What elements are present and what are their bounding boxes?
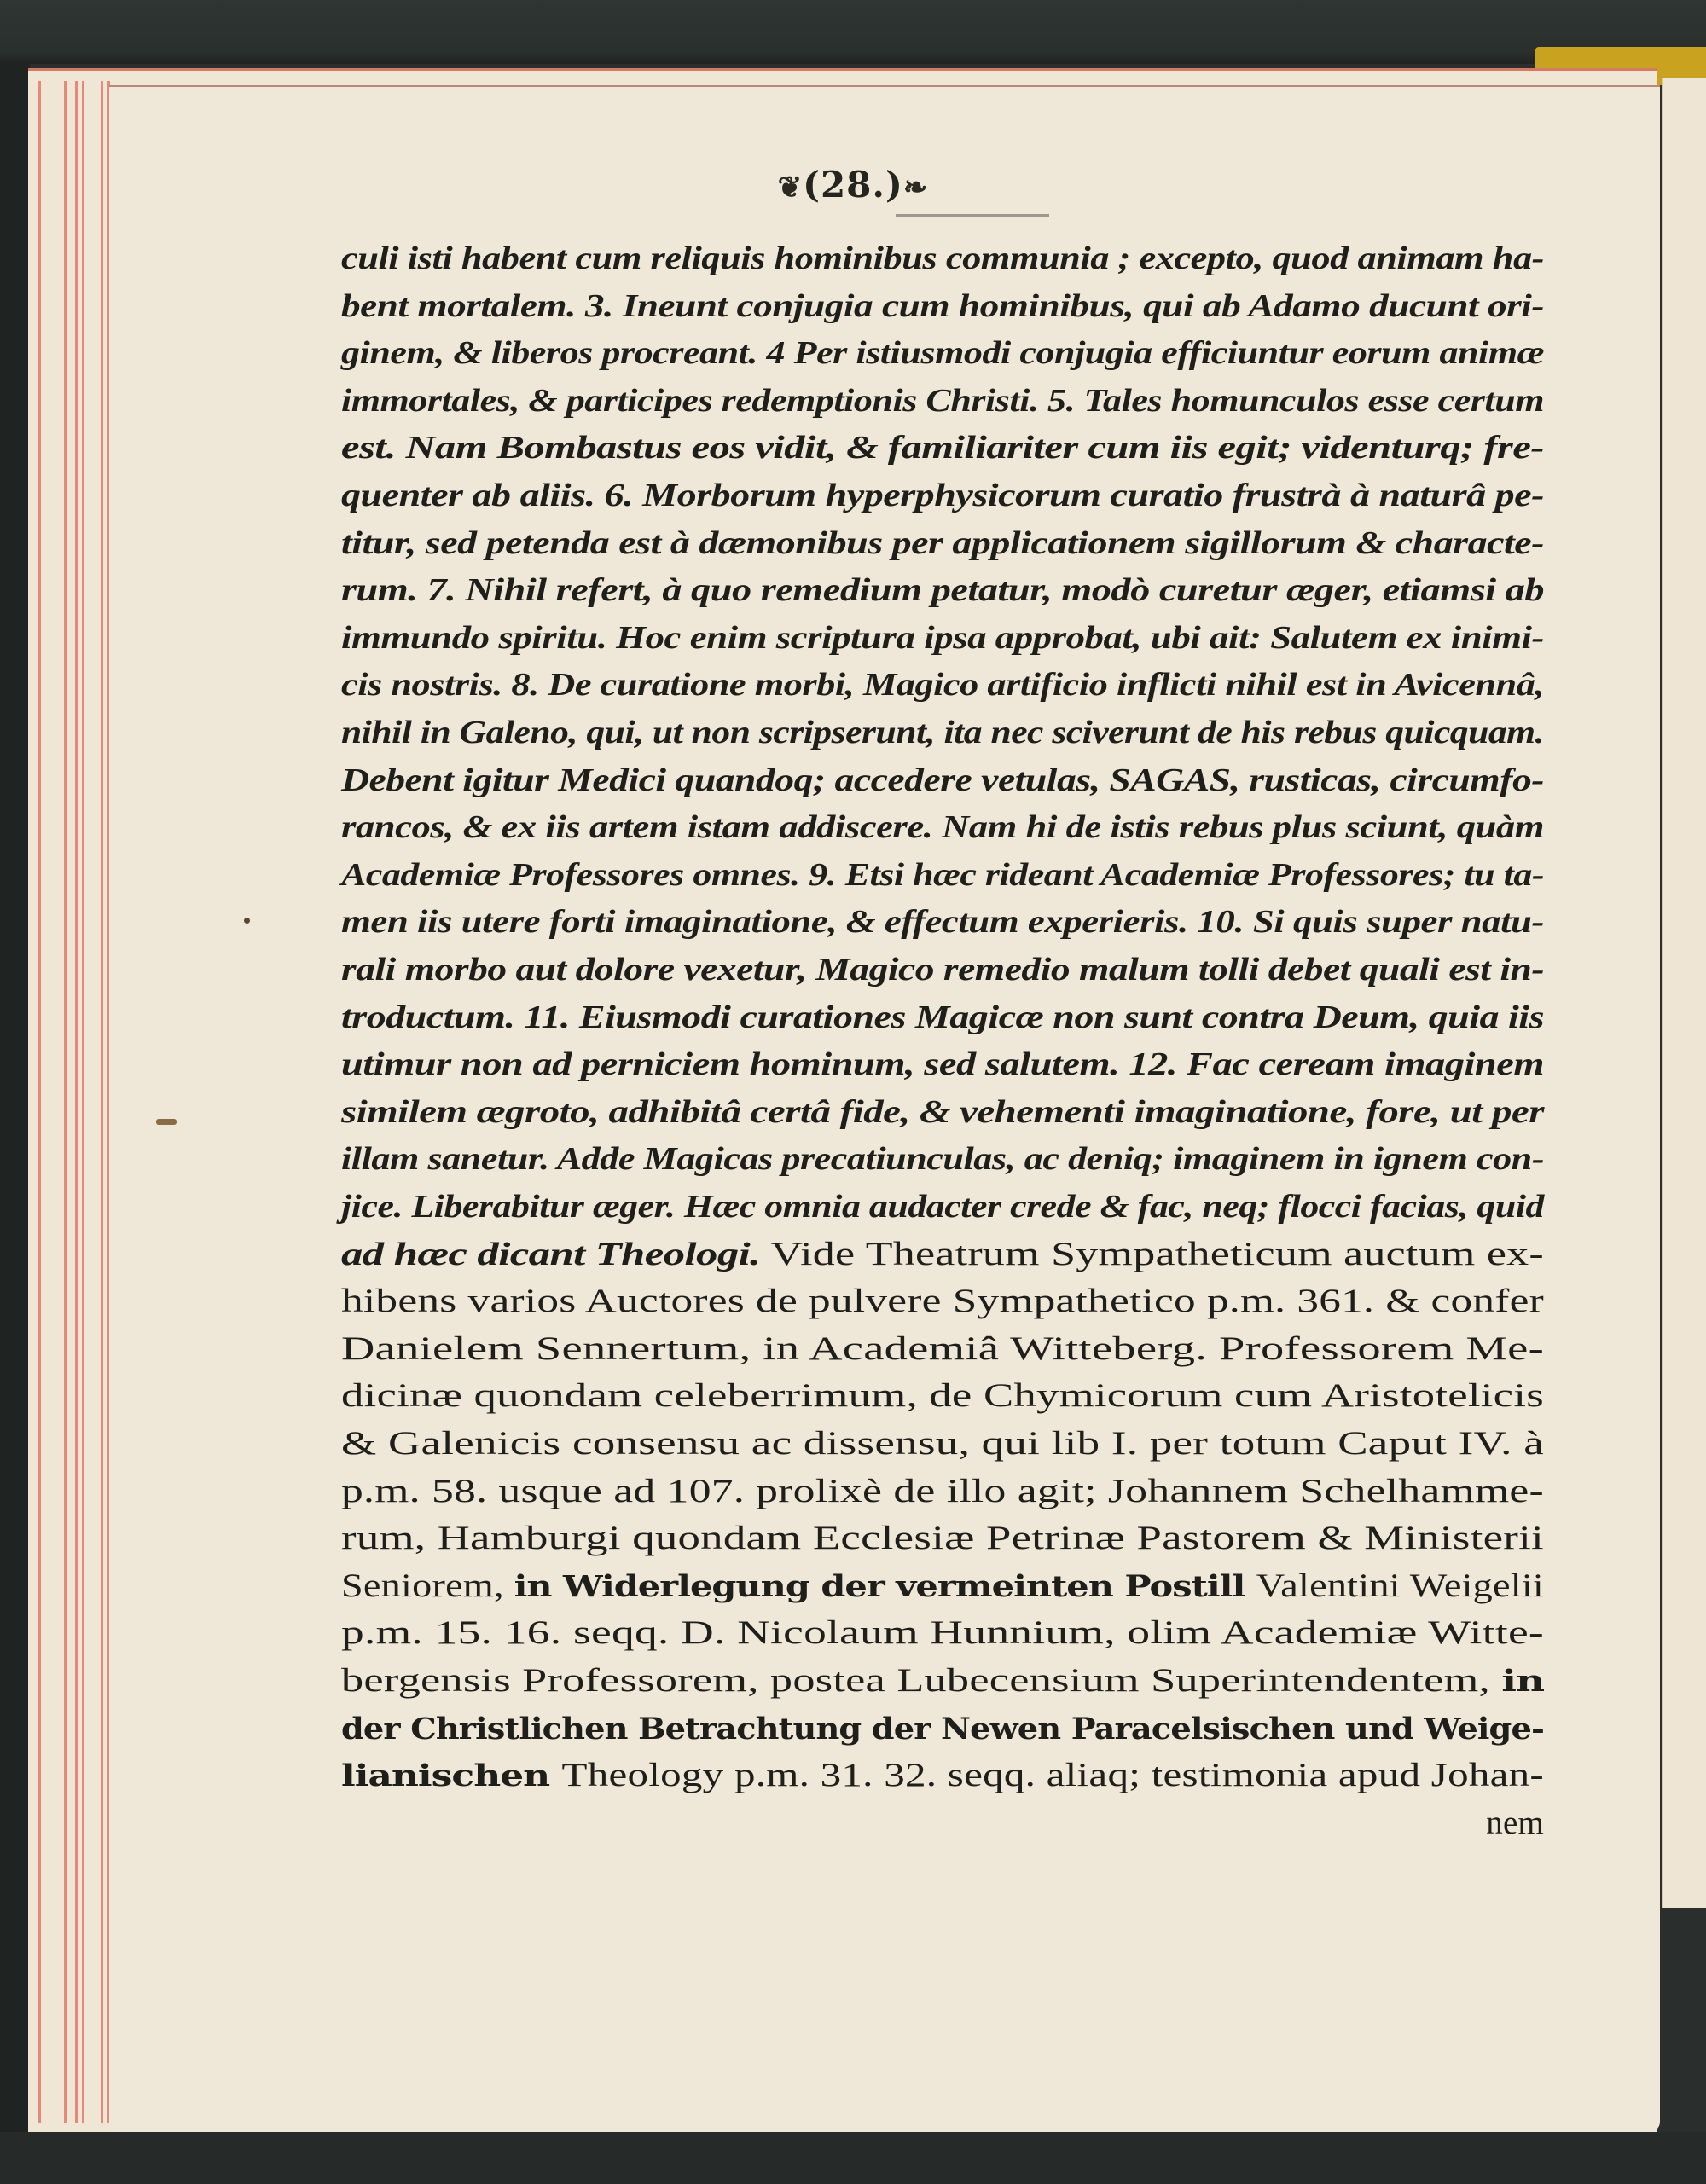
text-segment-italic: immundo spiritu. Hoc enim scriptura ipsa approbat, ubi ait: Salutem ex inimi- [341,619,1544,656]
text-segment-black: in Widerlegung der vermeinten Postill [514,1568,1256,1604]
text-segment-roman: Theology p.m. 31. 32. seqq. aliaq; testimonia apud Johan- [561,1757,1544,1794]
text-line [341,1613,1544,1653]
text-line [341,1330,1544,1369]
text-line [341,1567,1544,1606]
text-line [341,665,1544,704]
text-segment-black: der Christlichen Betrachtung der Newen Paracelsischen und Weige- [341,1711,1544,1747]
text-line [341,1282,1544,1321]
text-segment-roman: dicinæ quondam celeberrimum, de Chymicorum cum Aristotelicis [341,1377,1544,1415]
text-segment-italic: immortales, & participes redemptionis Christi. 5. Tales homunculos esse certum [341,382,1544,419]
text-line [341,1709,1544,1748]
paper-stain [244,918,250,924]
text-segment-italic: rum. 7. Nihil refert, à quo remedium petatur, modò curetur æger, etiamsi ab [341,572,1544,609]
text-segment-italic: nihil in Galeno, qui, ut non scripserunt, ita nec sciverunt de his rebus quicquam. [341,715,1544,750]
page-edge-line [38,81,41,2123]
text-segment-roman: Vide Theatrum Sympatheticum auctum ex- [770,1235,1544,1272]
text-segment-italic: titur, sed petenda est à dæmonibus per applicationem sigillorum & characte- [341,524,1545,561]
book-binding-bottom [0,2132,1706,2184]
text-line [341,761,1544,800]
text-segment-italic: est. Nam Bombastus eos vidit, & familiariter cum iis egit; videnturq; fre- [341,430,1544,466]
text-segment-italic: ginem, & liberos procreant. 4 Per istiusmodi conjugia efficiuntur eorum animæ [341,335,1544,372]
text-line [341,1661,1544,1700]
text-segment-italic: jice. Liberabitur æger. Hæc omnia audacter crede & fac, neq; flocci facias, quid [341,1189,1544,1225]
text-line [341,902,1544,941]
text-line [341,950,1544,989]
page-number: (28.) [803,164,903,206]
text-line [341,998,1544,1037]
ornament-right-icon: ❧ [902,171,929,205]
text-segment-roman: bergensis Professorem, postea Lubecensium Superintendentem, [341,1662,1502,1699]
page-edge-line [101,81,103,2123]
ink-rule [896,214,1049,217]
facing-page-edge [1662,78,1706,1908]
text-segment-italic: rancos, & ex iis artem istam addiscere. Nam hi de istis rebus plus sciunt, quàm [341,809,1544,846]
text-segment-roman: hibens varios Auctores de pulvere Sympathetico p.m. 361. & confer [341,1283,1544,1320]
text-line [341,1139,1544,1179]
text-segment-roman: p.m. 15. 16. seqq. D. Nicolaum Hunnium, olim Academiæ Witte- [341,1614,1544,1652]
text-line [341,713,1544,752]
text-line [341,1756,1544,1795]
page-edge-line [64,81,67,2123]
paper-stain [156,1119,177,1125]
text-line [341,287,1544,326]
text-segment-roman: & Galenicis consensu ac dissensu, qui lib I. per totum Caput IV. à [341,1425,1544,1462]
text-line [341,855,1544,895]
text-segment-roman: Seniorem, [341,1567,514,1604]
text-segment-italic: men iis utere forti imaginatione, & effectum experieris. 10. Si quis super natu- [341,904,1544,941]
text-line [341,1519,1544,1558]
text-segment-roman: Valentini Weigelii [1256,1567,1544,1604]
text-segment-italic: rali morbo aut dolore vexetur, Magico remedio malum tolli debet quali est in- [341,952,1544,988]
text-line [341,1092,1544,1132]
text-segment-italic: similem ægroto, adhibitâ certâ fide, & vehementi imaginatione, fore, ut per [341,1093,1544,1130]
text-line [341,618,1544,658]
page-header [0,164,1706,206]
text-line [341,524,1544,563]
text-line [341,1045,1544,1084]
text-segment-roman: p.m. 58. usque ad 107. prolixè de illo agit; Johannem Schelhamme- [341,1472,1544,1509]
text-segment-black: lianischen [341,1758,562,1794]
text-segment-black: in [1501,1664,1544,1699]
book-binding-left [0,0,30,2184]
text-line [341,1376,1544,1416]
text-segment-italic: Academiæ Professores omnes. 9. Etsi hæc rideant Academiæ Professores; tu ta- [341,856,1544,893]
text-segment-roman: Danielem Sennertum, in Academiâ Witteberg. Professorem Me- [341,1330,1544,1367]
text-line [341,1424,1544,1463]
text-line [341,428,1544,467]
text-line [341,808,1544,847]
text-segment-italic: cis nostris. 8. De curatione morbi, Magico artificio inflicti nihil est in Avicennâ, [341,667,1544,704]
text-line [341,381,1544,420]
text-segment-italic: bent mortalem. 3. Ineunt conjugia cum hominibus, qui ab Adamo ducunt ori- [341,287,1545,324]
catchword: nem [1486,1804,1544,1841]
ornament-left-icon: ❦ [777,171,804,205]
text-segment-roman: rum, Hamburgi quondam Ecclesiæ Petrinæ Pastorem & Ministerii [341,1520,1544,1557]
text-line [341,1235,1544,1274]
text-segment-italic: troductum. 11. Eiusmodi curationes Magicæ non sunt contra Deum, quia iis [341,999,1544,1035]
page-edge-line [82,81,84,2123]
text-segment-italic: ad hæc dicant Theologi. [341,1236,771,1272]
text-line [341,1187,1544,1226]
book-binding-top [0,0,1706,64]
text-segment-italic: quenter ab aliis. 6. Morborum hyperphysicorum curatio frustrà à naturâ pe- [341,478,1544,513]
text-line [341,571,1544,610]
text-segment-italic: Debent igitur Medici quandoq; accedere vetulas, SAGAS, rusticas, circumfo- [341,762,1544,798]
text-segment-italic: utimur non ad perniciem hominum, sed salutem. 12. Fac ceream imaginem [341,1046,1545,1083]
text-segment-italic: culi isti habent cum reliquis hominibus communia ; excepto, quod animam ha- [341,240,1544,276]
text-segment-italic: illam sanetur. Adde Magicas precatiunculas, ac deniq; imaginem in ignem con- [341,1141,1544,1178]
text-line [341,1472,1544,1511]
text-line [341,239,1544,278]
page-edge-line [75,81,78,2123]
text-line [341,333,1544,373]
text-line [341,476,1544,515]
